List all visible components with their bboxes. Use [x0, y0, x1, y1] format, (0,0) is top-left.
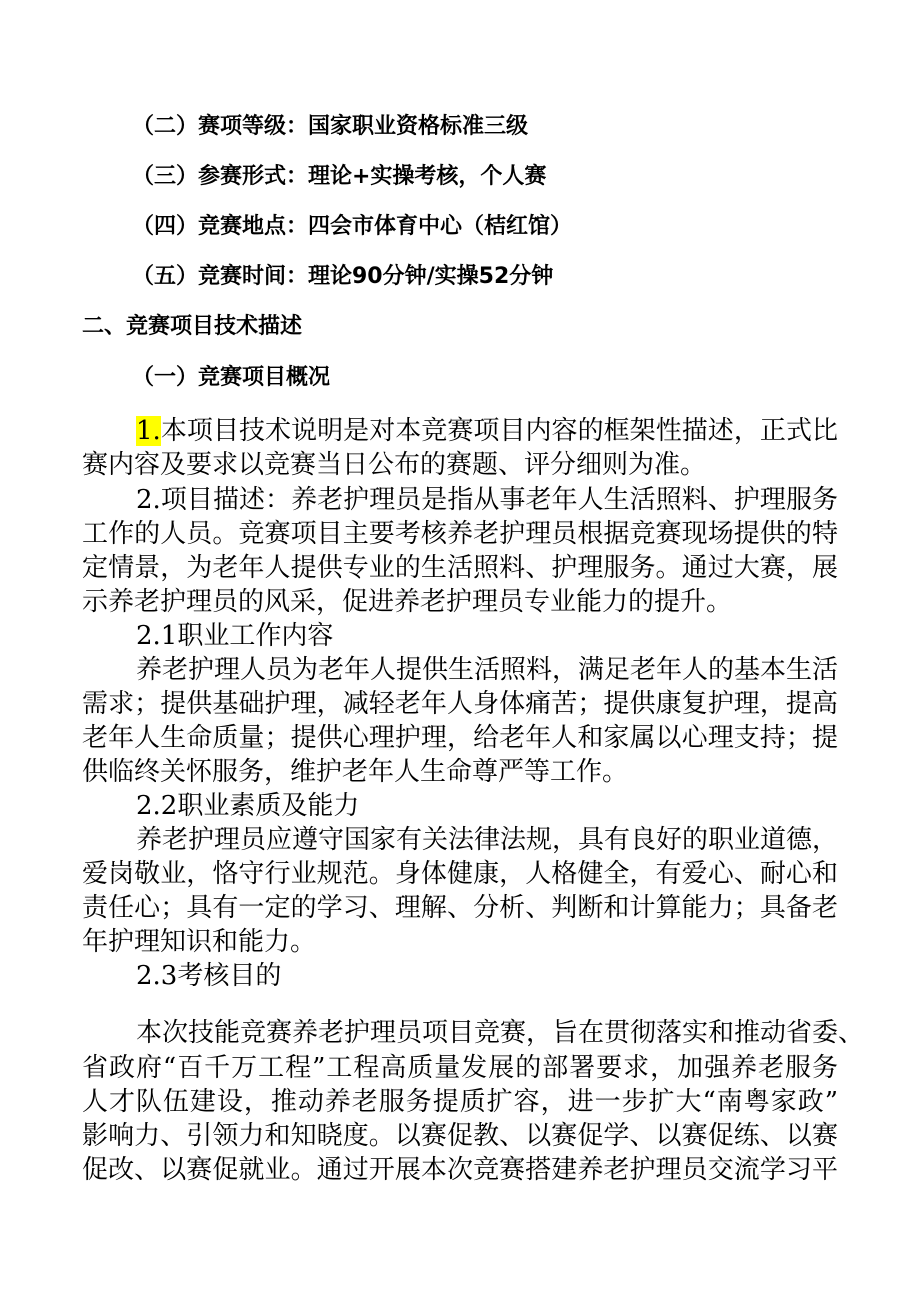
- subsection-2-1-line-3: 老年人生命质量；提供心理护理，给老年人和家属以心理支持；提: [82, 723, 838, 753]
- paragraph-2-line-4: 示养老护理员的风采，促进养老护理员专业能力的提升。: [82, 587, 733, 617]
- subsection-2-1-line-4: 供临终关怀服务，维护老年人生命尊严等工作。: [82, 757, 629, 787]
- heading-format: （三）参赛形式：理论+实操考核，个人赛: [132, 164, 547, 189]
- heading-time: （五）竞赛时间：理论90分钟/实操52分钟: [132, 264, 554, 289]
- heading-level: （二）赛项等级：国家职业资格标准三级: [132, 114, 529, 139]
- subsection-2-2-line-2: 爱岗敬业，恪守行业规范。身体健康，人格健全，有爱心、耐心和: [82, 859, 838, 889]
- highlighted-number: 1.: [136, 416, 161, 446]
- subsection-2-2-line-4: 年护理知识和能力。: [82, 927, 317, 957]
- heading-venue: （四）竞赛地点：四会市体育中心（桔红馆）: [132, 214, 573, 239]
- subsection-2-1-line-1: 养老护理人员为老年人提供生活照料，满足老年人的基本生活: [136, 655, 839, 685]
- subsection-2-3-line-1: 本次技能竞赛养老护理员项目竞赛，旨在贯彻落实和推动省委、: [136, 1018, 865, 1048]
- paragraph-2-line-1: 2.项目描述：养老护理员是指从事老年人生活照料、护理服务: [136, 485, 838, 515]
- subsection-2-3-line-3: 人才队伍建设，推动养老服务提质扩容，进一步扩大“南粤家政”: [82, 1087, 838, 1117]
- subsection-2-2-title: 2.2职业素质及能力: [136, 791, 360, 821]
- subsection-2-3-line-2: 省政府“百千万工程”工程高质量发展的部署要求，加强养老服务: [82, 1053, 838, 1083]
- subsection-2-3-line-5: 促改、以赛促就业。通过开展本次竞赛搭建养老护理员交流学习平: [82, 1155, 838, 1185]
- subsection-2-1-line-2: 需求；提供基础护理，减轻老年人身体痛苦；提供康复护理，提高: [82, 689, 838, 719]
- paragraph-1-line-1: [136, 418, 838, 444]
- subsection-2-3-title: 2.3考核目的: [136, 961, 282, 991]
- paragraph-1-line-2: 赛内容及要求以竞赛当日公布的赛题、评分细则为准。: [82, 450, 707, 480]
- subsection-2-2-line-3: 责任心；具有一定的学习、理解、分析、判断和计算能力；具备老: [82, 893, 838, 923]
- section-heading: 二、竞赛项目技术描述: [82, 314, 303, 339]
- subsection-2-2-line-1: 养老护理员应遵守国家有关法律法规，具有良好的职业道德，: [136, 825, 839, 855]
- paragraph-2-line-3: 定情景，为老年人提供专业的生活照料、护理服务。通过大赛，展: [82, 553, 838, 583]
- paragraph-1-text: 本项目技术说明是对本竞赛项目内容的框架性描述，正式比: [160, 416, 838, 446]
- subsection-heading: （一）竞赛项目概况: [132, 365, 331, 390]
- paragraph-2-line-2: 工作的人员。竞赛项目主要考核养老护理员根据竞赛现场提供的特: [82, 519, 838, 549]
- subsection-2-1-title: 2.1职业工作内容: [136, 621, 334, 651]
- subsection-2-3-line-4: 影响力、引领力和知晓度。以赛促教、以赛促学、以赛促练、以赛: [82, 1121, 838, 1151]
